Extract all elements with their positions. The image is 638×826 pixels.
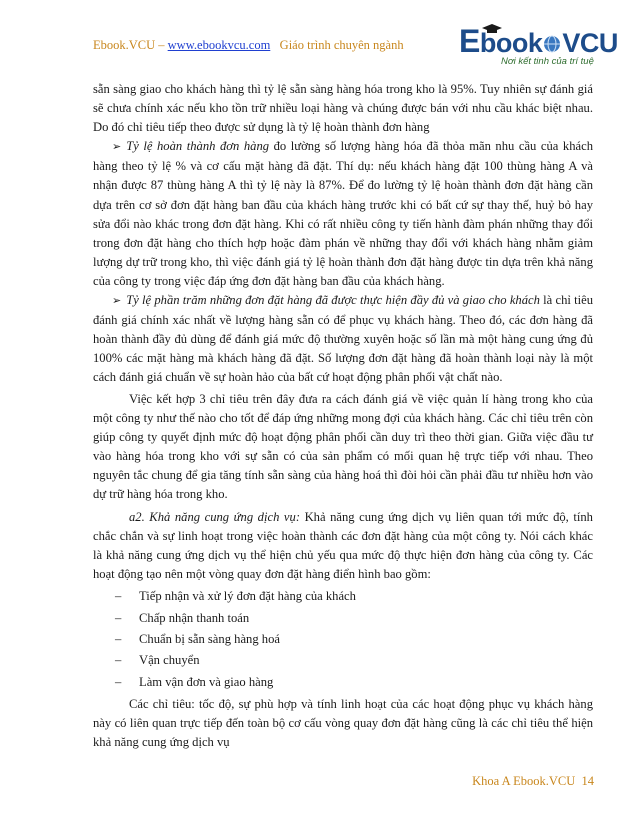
- list-item: – Vận chuyển: [115, 653, 200, 668]
- site-link[interactable]: www.ebookvcu.com: [167, 38, 271, 52]
- list-item: – Chấp nhận thanh toán: [115, 610, 250, 625]
- footer-text: Khoa A Ebook.VCU: [472, 774, 576, 788]
- ebook-vcu-logo: [459, 23, 618, 74]
- bullet-complete-orders: [93, 291, 593, 387]
- section-title: Giáo trình chuyên ngành: [279, 38, 404, 52]
- arrow-bullet-icon: ➢: [112, 295, 122, 308]
- page-header: [93, 23, 618, 70]
- bullet-title: Tỷ lệ hoàn thành đơn hàng: [126, 139, 270, 154]
- globe-icon: [543, 35, 561, 53]
- site-name: Ebook.VCU –: [93, 38, 165, 52]
- bullet-text: là chỉ tiêu đánh giá chính xác nhất về lượng hàng sẵn có để phục vụ khách hàng. Theo đó, các đơn hàng đã hoàn thành đầy đủ dùng để đánh giá mức độ thường xuyên hoặc số lần mà một hàng cung ứng đủ 100% các mặt hàng mà khách hàng đã đặt. Số lượng đơn đặt hàng đã hoàn thành loại này là một cách đánh giá chuẩn về sự hoàn hảo của bất cứ hoạt động phân phối vật chất nào.: [93, 293, 593, 385]
- paragraph-3: Các chỉ tiêu: tốc độ, sự phù hợp và tính linh hoạt của các hoạt động phục vụ khách hàng này có liên quan trực tiếp đến toàn bộ cơ cấu vòng quay đơn đặt hàng cũng là các chỉ tiêu thể hiện khả năng cung ứng dịch vụ: [93, 696, 593, 750]
- a2-text: Khả năng cung ứng dịch vụ liên quan tới mức độ, tính chắc chắn và sự linh hoạt trong việc hoàn thành các đơn đặt hàng của một công ty. Nói cách khác là khả năng cung ứng dịch vụ thể hiện chủ yếu qua mức độ thực hiện đơn hàng của công ty. Các hoạt động tạo nên một vòng quay đơn đặt hàng điển hình bao gồm:: [93, 510, 593, 582]
- activity-list: [93, 586, 593, 692]
- bullet-order-fill-rate: [93, 137, 593, 291]
- document-body: [93, 80, 593, 752]
- paragraph-a2: [93, 508, 593, 584]
- bullet-title: Tỷ lệ phần trăm những đơn đặt hàng đã được thực hiện đầy đủ và giao cho khách: [126, 293, 540, 308]
- paragraph-2: Việc kết hợp 3 chỉ tiêu trên đây đưa ra cách đánh giá về việc quản lí hàng trong kho của một công ty như thế nào cho tốt để đáp ứng những mong đợi của khách hàng. Các chỉ tiêu trên còn giúp công ty quyết định mức độ hoạt động phân phối cần duy trì theo thời gian. Giữa việc đầu tư vào hàng hóa trong kho với sự sẵn có của sản phẩm có mối quan hệ trực tiếp với nhau. Theo nguyên tắc chung để gia tăng tính sẵn sàng của hàng hoá thì đòi hỏi cần phải đầu tư nhiều hơn vào dự trữ hàng hóa trong kho.: [93, 391, 593, 501]
- logo-wordmark: Ebook VCU: [459, 23, 618, 59]
- page-footer: [472, 774, 594, 789]
- list-item: – Làm vận đơn và giao hàng: [115, 674, 274, 689]
- a2-title: a2. Khả năng cung ứng dịch vụ:: [129, 510, 301, 525]
- logo-tagline: Nơi kết tinh của trí tuệ: [501, 56, 594, 67]
- bullet-text: đo lường số lượng hàng hóa đã thỏa mãn nhu cầu của khách hàng theo tỷ lệ % và cơ cấu mặt hàng đã đặt. Thí dụ: nếu khách hàng đặt 100 thùng hàng A và nhận được 87 thùng hàng A thì tỷ lệ này là 87%. Để đo lường tỷ lệ hoàn thành đơn đặt hàng cần dựa trên cơ sở đơn đặt hàng ban đầu của khách hàng trước khi có bất cứ sự thay thế, huỷ bỏ hay sửa đổi nào khác trong đơn đặt hàng. Khi có rất nhiều công ty tiến hành đàm phán những thay đổi trong đơn đặt hàng cho thích hợp hoặc đàm phán về những thay đổi với khách hàng nhằm giảm lượng dự trữ trong kho, thì việc đánh giá tỷ lệ hoàn thành đơn đặt hàng được tin dựa trên khả năng của công ty trong việc đáp ứng đơn đặt hàng ban đầu của khách hàng.: [93, 139, 593, 288]
- list-item: – Chuẩn bị sẵn sàng hàng hoá: [115, 632, 280, 647]
- header-line: [93, 38, 404, 53]
- page-number: 14: [581, 774, 594, 788]
- arrow-bullet-icon: ➢: [112, 141, 122, 154]
- list-item: – Tiếp nhận và xử lý đơn đặt hàng của khách: [115, 589, 356, 604]
- paragraph-1: sẵn sàng giao cho khách hàng thì tỷ lệ sẵn sàng hàng hóa trong kho là 95%. Tuy nhiên sự đánh giá sẽ chưa chính xác nếu kho tồn trữ nhiều loại hàng và chúng được bán với nhu cầu khác biệt nhau. Do đó chỉ tiêu tiếp theo được sử dụng là tỷ lệ hoàn thành đơn hàng: [93, 82, 593, 135]
